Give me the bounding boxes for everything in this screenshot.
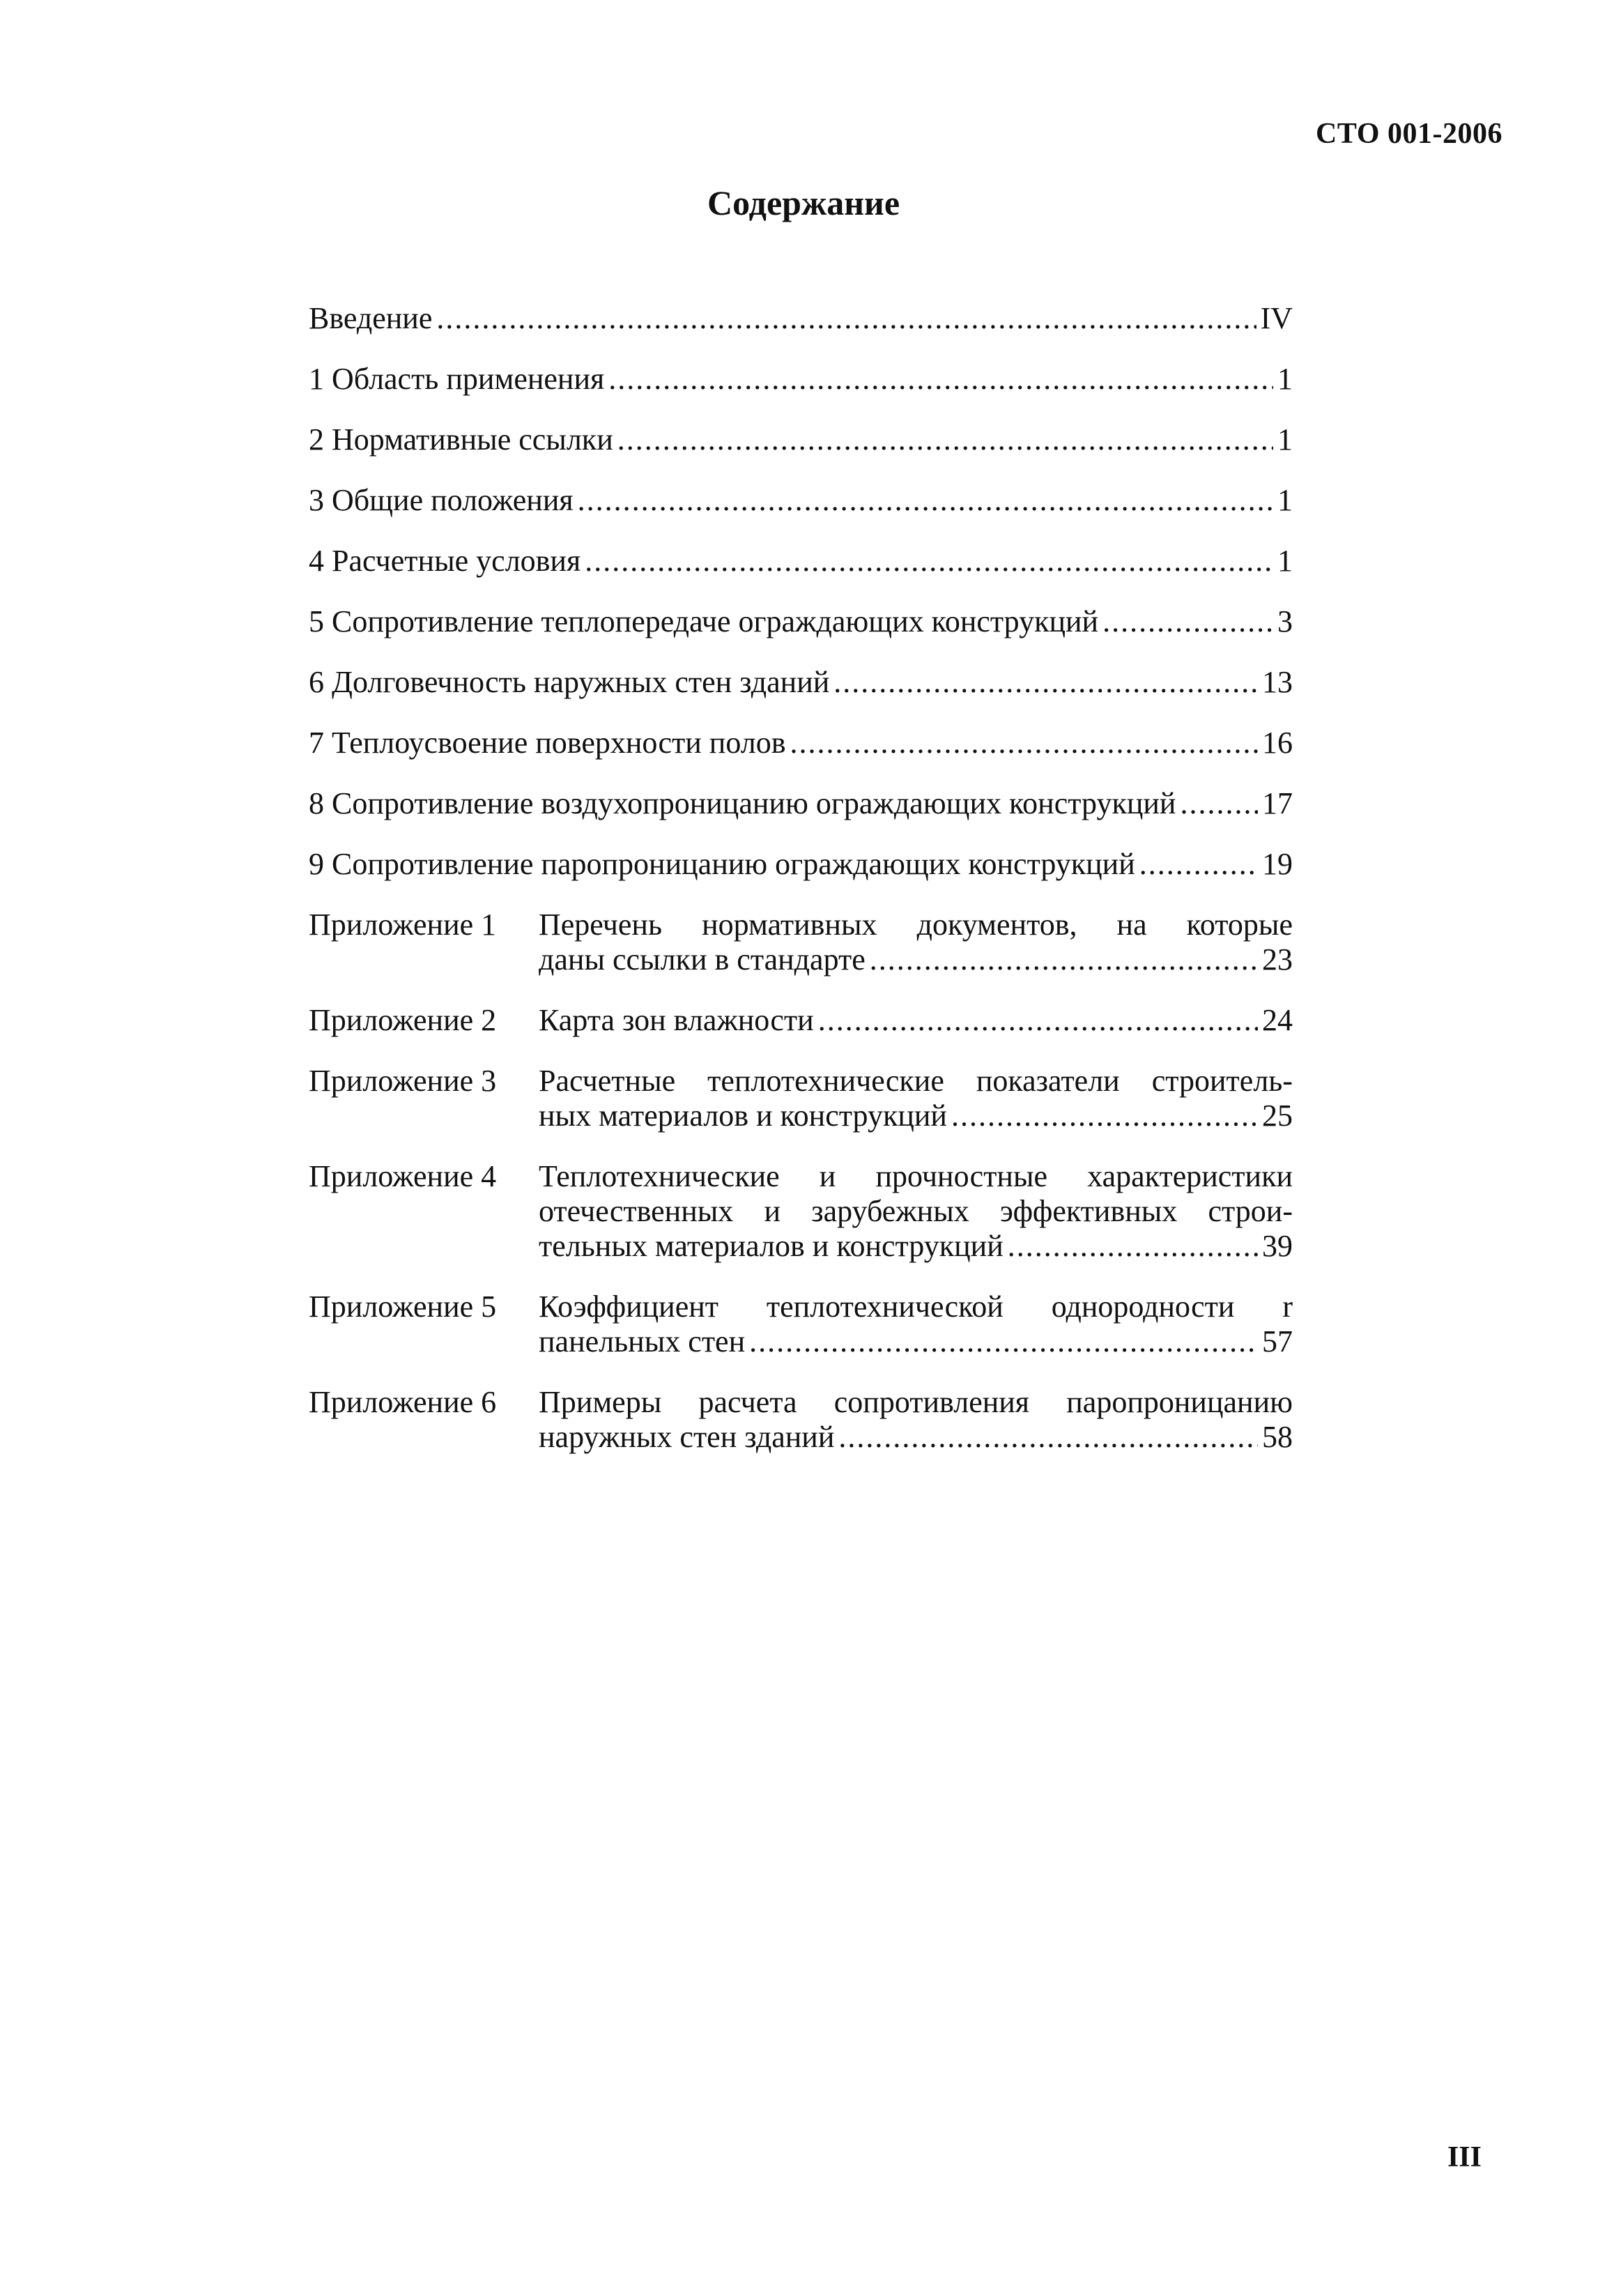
appendix-title-block xyxy=(539,1159,1293,1264)
toc-entry[interactable] xyxy=(309,726,1293,760)
dot-leader xyxy=(1008,1229,1258,1264)
table-of-contents xyxy=(309,301,1293,1480)
toc-appendix-entry[interactable] xyxy=(309,1159,1293,1264)
dot-leader xyxy=(608,362,1273,397)
toc-entry[interactable] xyxy=(309,422,1293,457)
appendix-title-last-line xyxy=(539,1229,1293,1264)
appendix-title-last-line xyxy=(539,1420,1293,1455)
toc-entry-title: 2 Нормативные ссылки xyxy=(309,422,613,457)
toc-entry-page: 23 xyxy=(1262,942,1293,977)
toc-entry-title: 5 Сопротивление теплопередаче ограждающих конструкций xyxy=(309,604,1099,638)
dot-leader xyxy=(870,942,1258,977)
page-number: III xyxy=(1447,2141,1482,2173)
appendix-title-last-line xyxy=(539,942,1293,977)
appendix-title-block xyxy=(539,1385,1293,1455)
dot-leader xyxy=(749,1324,1258,1359)
toc-entry-page: IV xyxy=(1260,301,1293,335)
toc-entry-page: 1 xyxy=(1277,362,1293,396)
toc-entry-title: 7 Теплоусвоение поверхности полов xyxy=(309,726,786,760)
dot-leader xyxy=(790,726,1259,760)
toc-entry-page: 24 xyxy=(1262,1003,1293,1037)
toc-entry-page: 1 xyxy=(1277,422,1293,457)
toc-entry-title: 3 Общие положения xyxy=(309,483,574,517)
appendix-title-line: Примеры расчета сопротивления паропроницанию xyxy=(539,1385,1293,1419)
toc-appendix-entry[interactable] xyxy=(309,1385,1293,1455)
appendix-title-line: тельных материалов и конструкций xyxy=(539,1229,1004,1263)
appendix-title-line: даны ссылки в стандарте xyxy=(539,942,866,977)
dot-leader xyxy=(436,301,1256,336)
dot-leader xyxy=(1180,786,1258,821)
appendix-label: Приложение 6 xyxy=(309,1385,497,1419)
toc-entry[interactable] xyxy=(309,544,1293,579)
toc-entry-title: 6 Долговечность наружных стен зданий xyxy=(309,665,830,699)
appendix-title-last-line xyxy=(539,1324,1293,1359)
toc-entry-page: 19 xyxy=(1262,847,1293,881)
dot-leader xyxy=(617,422,1273,457)
toc-entry-page: 13 xyxy=(1262,665,1293,699)
toc-entry-page: 3 xyxy=(1277,604,1293,638)
appendix-title-line: наружных стен зданий xyxy=(539,1420,835,1454)
appendix-title-block xyxy=(539,1003,1293,1038)
dot-leader xyxy=(833,665,1258,700)
toc-entry-page: 25 xyxy=(1262,1099,1293,1133)
toc-entry-title: 9 Сопротивление паропроницанию ограждающих конструкций xyxy=(309,847,1135,881)
toc-entry-page: 58 xyxy=(1262,1420,1293,1454)
dot-leader xyxy=(818,1003,1258,1038)
appendix-label: Приложение 1 xyxy=(309,908,497,942)
appendix-label: Приложение 5 xyxy=(309,1289,497,1324)
appendix-title-line: панельных стен xyxy=(539,1324,746,1359)
toc-entry[interactable] xyxy=(309,362,1293,397)
toc-appendix-entry[interactable] xyxy=(309,1003,1293,1038)
appendix-label: Приложение 4 xyxy=(309,1159,497,1193)
dot-leader xyxy=(838,1420,1258,1455)
toc-appendix-entry[interactable] xyxy=(309,908,1293,977)
appendix-title-line: Карта зон влажности xyxy=(539,1003,814,1037)
toc-entry-page: 16 xyxy=(1262,726,1293,760)
toc-entry-title: Введение xyxy=(309,301,433,335)
page-title: Содержание xyxy=(707,183,900,222)
toc-entry-title: 1 Область применения xyxy=(309,362,605,396)
appendix-title-line: отечественных и зарубежных эффективных строи- xyxy=(539,1194,1293,1228)
toc-entry[interactable] xyxy=(309,847,1293,882)
appendix-title-line: Теплотехнические и прочностные характеристики xyxy=(539,1159,1293,1193)
appendix-title-last-line xyxy=(539,1099,1293,1133)
document-code: СТО 001-2006 xyxy=(1316,118,1502,150)
dot-leader xyxy=(578,483,1273,518)
toc-entry[interactable] xyxy=(309,786,1293,821)
appendix-title-block xyxy=(539,908,1293,977)
dot-leader xyxy=(951,1099,1258,1133)
appendix-title-last-line xyxy=(539,1003,1293,1038)
appendix-label: Приложение 3 xyxy=(309,1064,497,1098)
toc-entry-page: 1 xyxy=(1277,483,1293,517)
dot-leader xyxy=(585,544,1273,579)
appendix-title-line: Коэффициент теплотехнической однородности r xyxy=(539,1289,1293,1324)
toc-entry[interactable] xyxy=(309,604,1293,639)
toc-entry-page: 17 xyxy=(1262,786,1293,820)
toc-entry-page: 1 xyxy=(1277,544,1293,578)
appendix-title-line: Расчетные теплотехнические показатели строитель- xyxy=(539,1064,1293,1098)
appendix-title-line: Перечень нормативных документов, на которые xyxy=(539,908,1293,942)
toc-entry-page: 57 xyxy=(1262,1324,1293,1359)
toc-entry-title: 4 Расчетные условия xyxy=(309,544,581,578)
toc-entry[interactable] xyxy=(309,301,1293,336)
dot-leader xyxy=(1139,847,1258,882)
toc-entry[interactable] xyxy=(309,483,1293,518)
toc-entry-title: 8 Сопротивление воздухопроницанию ограждающих конструкций xyxy=(309,786,1176,820)
appendix-title-block xyxy=(539,1064,1293,1133)
appendix-title-block xyxy=(539,1289,1293,1359)
appendix-title-line: ных материалов и конструкций xyxy=(539,1099,947,1133)
toc-appendix-entry[interactable] xyxy=(309,1289,1293,1359)
dot-leader xyxy=(1102,604,1273,639)
toc-appendix-entry[interactable] xyxy=(309,1064,1293,1133)
appendix-label: Приложение 2 xyxy=(309,1003,497,1037)
toc-entry-page: 39 xyxy=(1262,1229,1293,1263)
toc-entry[interactable] xyxy=(309,665,1293,700)
